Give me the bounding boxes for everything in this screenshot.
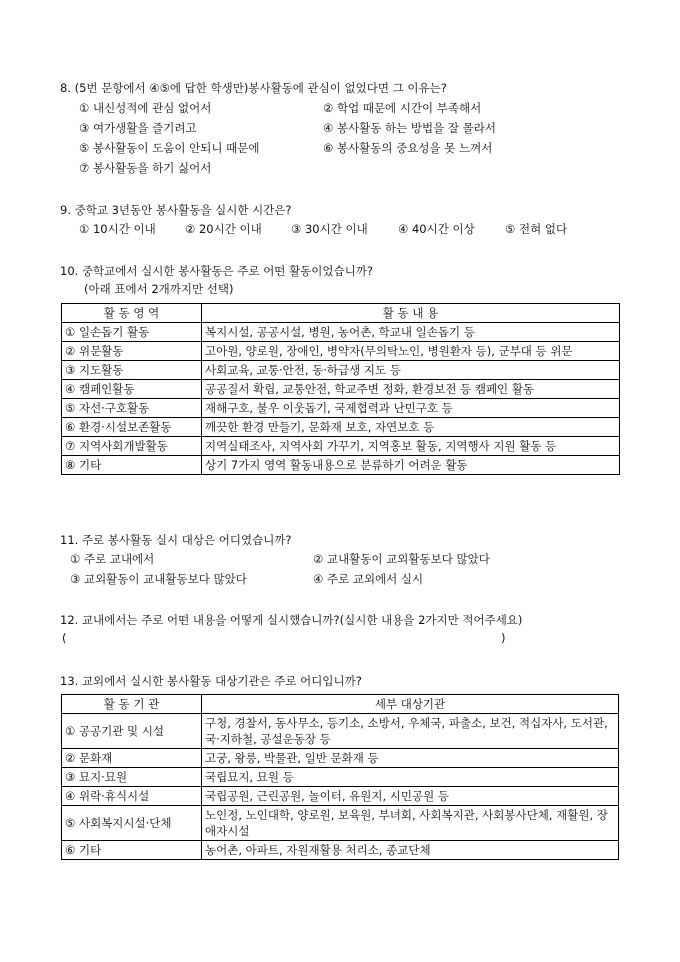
table-row[interactable] — [62, 361, 620, 380]
institution-detail: 노인정, 노인대학, 양로원, 보육원, 부녀회, 사회복지관, 사회봉사단체, 재활원, 장애자시설 — [202, 806, 619, 841]
q13-institution-table — [61, 694, 619, 860]
q11-option-2[interactable]: ② 교내활동이 교외활동보다 많았다 — [313, 552, 490, 566]
q8-option-7[interactable]: ⑦ 봉사활동을 하기 싫어서 — [79, 161, 212, 175]
activity-content: 공공질서 확립, 교통안전, 학교주변 정화, 환경보전 등 캠페인 활동 — [202, 380, 620, 399]
institution-type[interactable]: ⑥ 기타 — [62, 841, 202, 860]
table-row[interactable] — [62, 787, 619, 806]
q8-option-5[interactable]: ⑤ 봉사활동이 도움이 안되니 때문에 — [79, 141, 260, 155]
q12-answer-close-paren: ) — [501, 631, 506, 645]
q11-question: 11. 주로 봉사활동 실시 대상은 어디였습니까? — [60, 533, 292, 547]
q12-answer-field[interactable] — [76, 629, 496, 645]
institution-detail: 농어촌, 아파트, 자원재활용 처리소, 종교단체 — [202, 841, 619, 860]
q8-option-3[interactable]: ③ 여가생활을 즐기려고 — [79, 121, 197, 135]
table-row[interactable] — [62, 380, 620, 399]
table-row[interactable] — [62, 768, 619, 787]
column-header: 세부 대상기관 — [202, 695, 619, 714]
column-header: 활 동 영 역 — [62, 304, 202, 323]
table-row[interactable] — [62, 399, 620, 418]
institution-detail: 고궁, 왕릉, 박물관, 일반 문화재 등 — [202, 749, 619, 768]
table-header-row — [62, 304, 620, 323]
institution-type[interactable]: ⑤ 사회복지시설·단체 — [62, 806, 202, 841]
q11-option-1[interactable]: ① 주로 교내에서 — [70, 552, 155, 566]
institution-detail: 국립묘지, 묘원 등 — [202, 768, 619, 787]
table-row[interactable] — [62, 806, 619, 841]
activity-area[interactable]: ① 일손돕기 활동 — [62, 323, 202, 342]
activity-content: 깨끗한 환경 만들기, 문화재 보호, 자연보호 등 — [202, 418, 620, 437]
table-header-row — [62, 695, 619, 714]
q11-option-4[interactable]: ④ 주로 교외에서 실시 — [313, 572, 424, 586]
table-row[interactable] — [62, 437, 620, 456]
activity-content: 지역실태조사, 지역사회 가꾸기, 지역홍보 활동, 지역행사 지원 활동 등 — [202, 437, 620, 456]
q9-option-5[interactable]: ⑤ 전혀 없다 — [505, 222, 568, 236]
institution-type[interactable]: ④ 위락·휴식시설 — [62, 787, 202, 806]
q9-question: 9. 중학교 3년동안 봉사활동을 실시한 시간은? — [60, 203, 292, 217]
q8-option-4[interactable]: ④ 봉사활동 하는 방법을 잘 몰라서 — [323, 121, 497, 135]
q9-option-2[interactable]: ② 20시간 이내 — [185, 222, 262, 236]
q9-option-3[interactable]: ③ 30시간 이내 — [291, 222, 368, 236]
institution-type[interactable]: ③ 묘지·묘원 — [62, 768, 202, 787]
activity-area[interactable]: ④ 캠페인활동 — [62, 380, 202, 399]
institution-type[interactable]: ② 문화재 — [62, 749, 202, 768]
table-row[interactable] — [62, 342, 620, 361]
institution-detail: 구청, 경찰서, 동사무소, 등기소, 소방서, 우체국, 파출소, 보건, 적십자사, 도서관, 국·지하철, 공설운동장 등 — [202, 714, 619, 749]
activity-content: 복지시설, 공공시설, 병원, 농어촌, 학교내 일손돕기 등 — [202, 323, 620, 342]
activity-content: 고아원, 양로원, 장애인, 병약자(무의탁노인, 병원환자 등), 군부대 등 위문 — [202, 342, 620, 361]
activity-content: 사회교육, 교통·안전, 동·하급생 지도 등 — [202, 361, 620, 380]
q8-question: 8. (5번 문항에서 ④⑤에 답한 학생만)봉사활동에 관심이 없었다면 그 이유는? — [60, 81, 447, 95]
q10-note: (아래 표에서 2개까지만 선택) — [84, 282, 234, 296]
q13-question: 13. 교외에서 실시한 봉사활동 대상기관은 주로 어디입니까? — [60, 674, 362, 688]
q8-option-2[interactable]: ② 학업 때문에 시간이 부족해서 — [323, 101, 482, 115]
q10-question: 10. 중학교에서 실시한 봉사활동은 주로 어떤 활동이었습니까? — [60, 264, 373, 278]
column-header: 활 동 기 관 — [62, 695, 202, 714]
institution-type[interactable]: ① 공공기관 및 시설 — [62, 714, 202, 749]
q9-option-1[interactable]: ① 10시간 이내 — [79, 222, 156, 236]
activity-area[interactable]: ⑦ 지역사회개발활동 — [62, 437, 202, 456]
q12-answer-open-paren: ( — [62, 631, 67, 645]
table-row[interactable] — [62, 323, 620, 342]
activity-area[interactable]: ⑤ 자선·구호활동 — [62, 399, 202, 418]
table-row[interactable] — [62, 456, 620, 475]
column-header: 활 동 내 용 — [202, 304, 620, 323]
activity-content: 상기 7가지 영역 활동내용으로 분류하기 어려운 활동 — [202, 456, 620, 475]
q11-option-3[interactable]: ③ 교외활동이 교내활동보다 많았다 — [70, 572, 247, 586]
activity-area[interactable]: ② 위문활동 — [62, 342, 202, 361]
q9-option-4[interactable]: ④ 40시간 이상 — [398, 222, 475, 236]
activity-content: 재해구호, 불우 이웃돕기, 국제협력과 난민구호 등 — [202, 399, 620, 418]
table-row[interactable] — [62, 749, 619, 768]
institution-detail: 국립공원, 근린공원, 놀이터, 유원지, 시민공원 등 — [202, 787, 619, 806]
q12-question: 12. 교내에서는 주로 어떤 내용을 어떻게 실시했습니까?(실시한 내용을 2가지만 적어주세요) — [60, 613, 523, 627]
activity-area[interactable]: ⑧ 기타 — [62, 456, 202, 475]
activity-area[interactable]: ⑥ 환경·시설보존활동 — [62, 418, 202, 437]
table-row[interactable] — [62, 841, 619, 860]
table-row[interactable] — [62, 418, 620, 437]
table-row[interactable] — [62, 714, 619, 749]
q10-activity-table — [61, 303, 620, 475]
q8-option-6[interactable]: ⑥ 봉사활동의 중요성을 못 느껴서 — [323, 141, 493, 155]
q8-option-1[interactable]: ① 내신성적에 관심 없어서 — [79, 101, 212, 115]
activity-area[interactable]: ③ 지도활동 — [62, 361, 202, 380]
